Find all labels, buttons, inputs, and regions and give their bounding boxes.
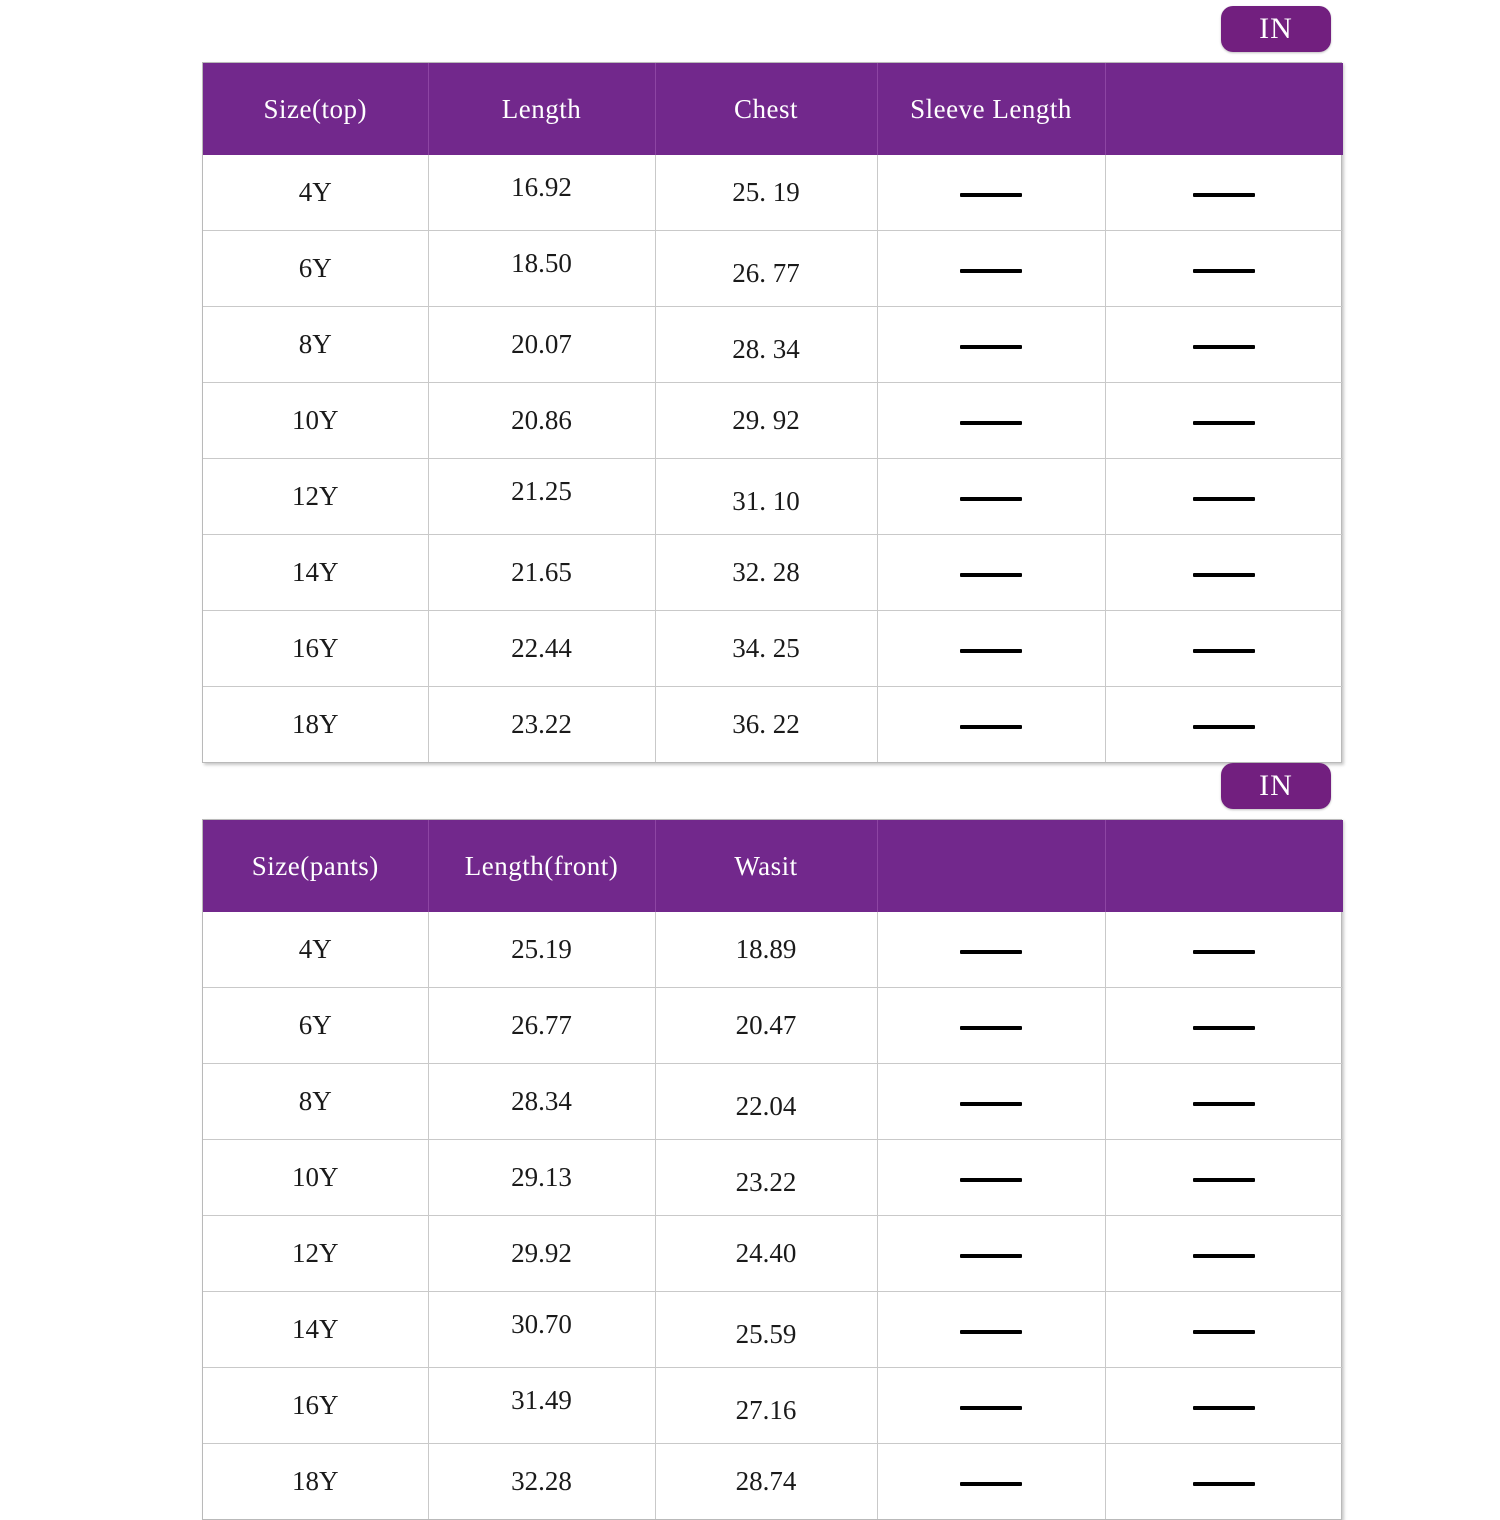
column-header-length: Length (428, 63, 655, 155)
column-header-sleeve-length: Sleeve Length (877, 63, 1105, 155)
tops-size-chart-container (202, 62, 1342, 763)
cell-size: 6Y (203, 988, 428, 1064)
cell-waist: 22.04 (655, 1069, 877, 1145)
table-row (203, 611, 1343, 687)
cell-chest: 28. 34 (655, 312, 877, 388)
cell-sleeve-length (877, 687, 1105, 763)
cell-chest: 29. 92 (655, 383, 877, 459)
cell-length-front: 25.19 (428, 912, 655, 988)
cell-extra (1105, 687, 1343, 763)
cell-extra (1105, 459, 1343, 535)
dash-mark (1193, 1406, 1255, 1410)
cell-waist: 27.16 (655, 1373, 877, 1449)
cell-extra-1 (877, 1216, 1105, 1292)
cell-extra-1 (877, 912, 1105, 988)
cell-size: 4Y (203, 912, 428, 988)
cell-extra (1105, 383, 1343, 459)
table-row (203, 1444, 1343, 1520)
cell-length: 18.50 (428, 226, 655, 302)
dash-mark (960, 649, 1022, 653)
table-row (203, 459, 1343, 535)
cell-extra (1105, 155, 1343, 231)
dash-mark (1193, 1178, 1255, 1182)
cell-waist: 23.22 (655, 1145, 877, 1221)
cell-extra-1 (877, 1140, 1105, 1216)
table-row (203, 687, 1343, 763)
cell-waist: 24.40 (655, 1216, 877, 1292)
cell-size: 10Y (203, 1140, 428, 1216)
dash-mark (1193, 1254, 1255, 1258)
cell-length-front: 32.28 (428, 1444, 655, 1520)
cell-length: 21.65 (428, 535, 655, 611)
dash-mark (1193, 725, 1255, 729)
table-header-row (203, 820, 1343, 912)
dash-mark (1193, 649, 1255, 653)
dash-mark (1193, 421, 1255, 425)
unit-badge-top-label: IN (1259, 12, 1293, 45)
cell-waist: 28.74 (655, 1444, 877, 1520)
unit-badge-top (1221, 6, 1331, 52)
cell-extra (1105, 231, 1343, 307)
column-header-blank-2 (1105, 820, 1343, 912)
table-row (203, 1140, 1343, 1216)
cell-extra-2 (1105, 1216, 1343, 1292)
dash-mark (1193, 1330, 1255, 1334)
cell-chest: 32. 28 (655, 535, 877, 611)
table-row (203, 988, 1343, 1064)
cell-size: 18Y (203, 687, 428, 763)
dash-mark (1193, 573, 1255, 577)
cell-length: 16.92 (428, 150, 655, 226)
cell-chest: 36. 22 (655, 687, 877, 763)
cell-length-front: 29.92 (428, 1216, 655, 1292)
column-header-waist: Wasit (655, 820, 877, 912)
cell-extra-2 (1105, 912, 1343, 988)
cell-extra-2 (1105, 1292, 1343, 1368)
cell-length: 20.07 (428, 307, 655, 383)
cell-extra-1 (877, 1444, 1105, 1520)
cell-sleeve-length (877, 155, 1105, 231)
cell-size: 6Y (203, 231, 428, 307)
dash-mark (1193, 1102, 1255, 1106)
cell-waist: 20.47 (655, 988, 877, 1064)
cell-length-front: 30.70 (428, 1287, 655, 1363)
column-header-blank-1 (877, 820, 1105, 912)
table-row (203, 307, 1343, 383)
column-header-blank (1105, 63, 1343, 155)
cell-extra-2 (1105, 988, 1343, 1064)
cell-length-front: 29.13 (428, 1140, 655, 1216)
cell-sleeve-length (877, 231, 1105, 307)
cell-sleeve-length (877, 535, 1105, 611)
table-row (203, 1216, 1343, 1292)
dash-mark (960, 1330, 1022, 1334)
cell-size: 8Y (203, 307, 428, 383)
dash-mark (1193, 269, 1255, 273)
cell-chest: 25. 19 (655, 155, 877, 231)
column-header-length-front: Length(front) (428, 820, 655, 912)
column-header-size-pants: Size(pants) (203, 820, 428, 912)
cell-size: 12Y (203, 1216, 428, 1292)
dash-mark (1193, 345, 1255, 349)
cell-size: 18Y (203, 1444, 428, 1520)
dash-mark (960, 725, 1022, 729)
cell-length: 23.22 (428, 687, 655, 763)
cell-extra (1105, 307, 1343, 383)
dash-mark (960, 497, 1022, 501)
cell-length-front: 26.77 (428, 988, 655, 1064)
dash-mark (1193, 497, 1255, 501)
cell-chest: 34. 25 (655, 611, 877, 687)
cell-length: 20.86 (428, 383, 655, 459)
table-row (203, 1064, 1343, 1140)
column-header-chest: Chest (655, 63, 877, 155)
column-header-size-top: Size(top) (203, 63, 428, 155)
cell-size: 12Y (203, 459, 428, 535)
cell-waist: 25.59 (655, 1297, 877, 1373)
dash-mark (960, 1254, 1022, 1258)
dash-mark (960, 193, 1022, 197)
table-row (203, 155, 1343, 231)
cell-extra-2 (1105, 1368, 1343, 1444)
cell-size: 16Y (203, 611, 428, 687)
pants-size-chart-container (202, 819, 1342, 1520)
table-row (203, 912, 1343, 988)
cell-extra (1105, 535, 1343, 611)
dash-mark (960, 1026, 1022, 1030)
cell-extra (1105, 611, 1343, 687)
dash-mark (960, 421, 1022, 425)
dash-mark (1193, 950, 1255, 954)
cell-length-front: 31.49 (428, 1363, 655, 1439)
pants-size-chart-table (203, 820, 1343, 1519)
cell-sleeve-length (877, 459, 1105, 535)
dash-mark (1193, 1482, 1255, 1486)
dash-mark (960, 1178, 1022, 1182)
table-row (203, 231, 1343, 307)
dash-mark (1193, 1026, 1255, 1030)
dash-mark (960, 573, 1022, 577)
dash-mark (960, 1102, 1022, 1106)
cell-length-front: 28.34 (428, 1064, 655, 1140)
cell-sleeve-length (877, 611, 1105, 687)
cell-extra-1 (877, 1064, 1105, 1140)
table-header-row (203, 63, 1343, 155)
cell-chest: 31. 10 (655, 464, 877, 540)
cell-size: 8Y (203, 1064, 428, 1140)
cell-size: 14Y (203, 1292, 428, 1368)
cell-sleeve-length (877, 383, 1105, 459)
table-row (203, 535, 1343, 611)
table-row (203, 383, 1343, 459)
dash-mark (960, 345, 1022, 349)
unit-badge-bottom-label: IN (1259, 769, 1293, 802)
dash-mark (960, 1482, 1022, 1486)
dash-mark (960, 1406, 1022, 1410)
cell-extra-1 (877, 1368, 1105, 1444)
tops-size-chart-table (203, 63, 1343, 762)
dash-mark (1193, 193, 1255, 197)
cell-chest: 26. 77 (655, 236, 877, 312)
cell-extra-2 (1105, 1064, 1343, 1140)
cell-size: 4Y (203, 155, 428, 231)
cell-size: 10Y (203, 383, 428, 459)
cell-extra-1 (877, 988, 1105, 1064)
dash-mark (960, 950, 1022, 954)
dash-mark (960, 269, 1022, 273)
cell-size: 14Y (203, 535, 428, 611)
unit-badge-bottom (1221, 763, 1331, 809)
table-row (203, 1368, 1343, 1444)
table-row (203, 1292, 1343, 1368)
cell-extra-1 (877, 1292, 1105, 1368)
cell-extra-2 (1105, 1444, 1343, 1520)
cell-length: 21.25 (428, 454, 655, 530)
cell-sleeve-length (877, 307, 1105, 383)
cell-waist: 18.89 (655, 912, 877, 988)
cell-length: 22.44 (428, 611, 655, 687)
cell-extra-2 (1105, 1140, 1343, 1216)
cell-size: 16Y (203, 1368, 428, 1444)
